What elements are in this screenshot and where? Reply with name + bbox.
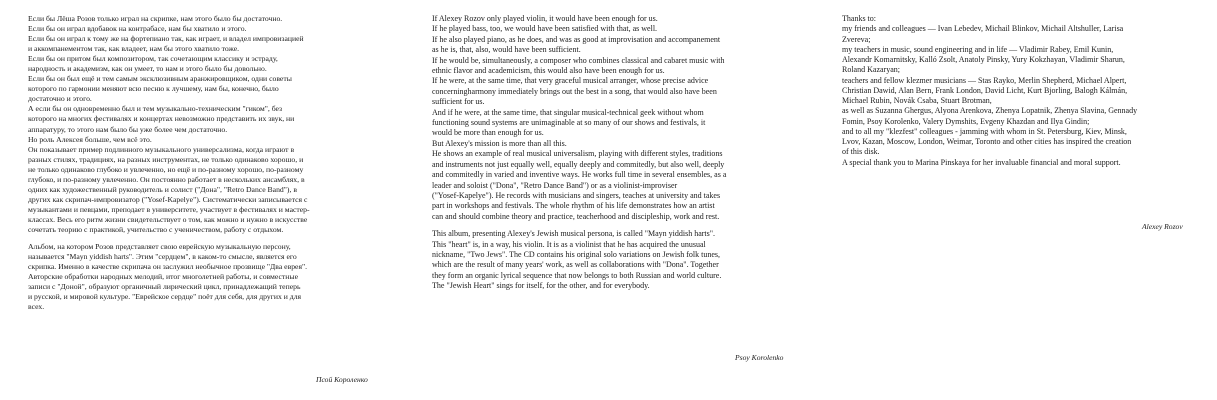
thanks-text: Thanks to: my friends and colleagues — Ivan Lebedev, Michail Blinkov, Michail Altshuller, Larisa Zvereva; my teachers in music, sound engineering and in life — Vladimir Rabey, Emil Kunin, Alexandr Komarnitsky, Kalló Zsolt, Anatoly Pinsky, Yury Kokzhayan, Vladimir Sharun, Roland Kazaryan; teachers and fellow klezmer musicians — Stas Rayko, Merlin Shepherd, Michael Alpert, Christian Dawid, Alan Bern, Frank London, David Licht, Kurt Bjorling, Balogh Kálmán, Michael Rubin, Novák Csaba, Stuart Brotman, as well as Suzanna Ghergus, Alyona Arenkova, Zhenya Lopatnik, Zhenya Slavina, Gennady Fomin, Psoy Korolenko, Valery Dymshits, Evgeny Khazdan and Ilya Gindin; and to all my "klezfest" colleagues - jamming with whom in St. Petersburg, Kiev, Minsk, Lvov, Kazan, Moscow, London, Weimar, Toronto and other cities has inspired the creation of this disk. A special thank you to Marina Pinskaya for her invaluable financial and moral support. — [842, 14, 1138, 167]
english-text-column — [432, 14, 794, 292]
english-signature: Psoy Korolenko — [735, 353, 784, 362]
russian-paragraph-2: Альбом, на котором Розов представляет свою еврейскую музыкальную персону, называется "Mayn yiddish harts". Этим "сердцем", в каком-то смысле, является его скрипка. Именно в качестве скрипача он заслужил необычное прозвище "Два еврея". Авторские обработки народных мелодий, итог многолетней работы, и совместные записи с "Доной", образуют органичный лирический цикл, принадлежащий теперь и русской, и мировой культуре. "Еврейское сердце" поёт для себя, для других и для всех. — [28, 242, 308, 312]
english-paragraph-1: If Alexey Rozov only played violin, it would have been enough for us. If he played bass, too, we would have been satisfied with that, as well. If he also played piano, as he does, and was as good at improvisation and accompanement as he is, that, also, would have been sufficient. If he would be, simultaneously, a composer who combines classical and cabaret music with ethnic flavor and academicism, this would also have been enough for us. If he were, at the same time, that very graceful musical arranger, whose precise advice concerningharmony immediately brings out the best in a song, that would also have been sufficient for us. And if he were, at the same time, that singular musical-technical geek without whom functioning sound systems are unimaginable at so many of our shows and festivals, it would be more than enough for us. But Alexey's mission is more than all this. He shows an example of real musical universalism, playing with different styles, traditions and instruments not just equally well, equally deeply and commitedly, but also well, deeply and commitedly in varied and inventive ways. He works full time in several ensembles, as a leader and soloist ("Dona", "Retro Dance Band") or as a violinist-improviser ("Yosef-Kapelye"). He records with musicians and singers, teaches at university and takes part in workshops and festivals. The whole rhythm of his life demonstrates how an artist can and should combine theory and practice, teacherhood and discipleship, work and rest. — [432, 14, 727, 221]
thanks-column — [842, 14, 1202, 168]
thanks-signature: Alexey Rozov — [1142, 222, 1183, 231]
russian-text-column — [28, 14, 383, 312]
russian-paragraph-1: Если бы Лёша Розов только играл на скрипке, нам этого было бы достаточно. Если бы он играл вдобавок на контрабасе, нам бы хватило и этого. Если бы он играл к тому же на фортепиано так, как играет, и владел импровизацией и аккомпанементом так, как владеет, нам бы этого хватило тоже. Если бы он притом был композитором, так сочетающим классику и эстраду, народность и академизм, как он умеет, то нам и этого было бы довольно. Если бы он был ещё и тем самым эксклюзивным аранжировщиком, одни советы которого по гармонии меняют всю песню к лучшему, нам бы, конечно, было достаточно и этого. А если бы он одновременно был и тем музыкально-техническим "гиком", без которого на многих фестивалях и концертах невозможно представить их звук, ни аппаратуру, то этого нам было бы уже более чем достаточно. Но роль Алексея больше, чем всё это. Он показывает пример подлинного музыкального универсализма, когда играют в разных стилях, традициях, на разных инструментах, не только одинаково хорошо, и не только одинаково глубоко и увлеченно, но ещё и по-разному хорошо, по-разному глубоко, и по-разному увлеченно. Он постоянно работает в нескольких ансамблях, в одних как художественный руководитель и солист ("Дона", "Retro Dance Band"), в других как скрипач-импровизатор ("Yosef-Kapelye"). Систематически записывается с музыкантами и певцами, преподает в университете, участвует в фестивалях и мастер- классах. Весь его ритм жизни свидетельствует о том, как можно и нужно в искусстве сочетать теорию с практикой, учительство с ученичеством, работу с отдыхом. — [28, 14, 310, 234]
english-paragraph-2: This album, presenting Alexey's Jewish musical persona, is called "Mayn yiddish harts". This "heart" is, in a way, his violin. It is as a violinist that he has acquired the unusual nickname, "Two Jews". The CD contains his original solo variations on Jewish folk tunes, which are the result of many years' work, as well as collaborations with "Dona". Together they form an organic lyrical sequence that now belongs to both Russian and world culture. The "Jewish Heart" sings for itself, for the other, and for everybody. — [432, 229, 722, 291]
russian-signature: Псой Короленко — [316, 375, 368, 384]
